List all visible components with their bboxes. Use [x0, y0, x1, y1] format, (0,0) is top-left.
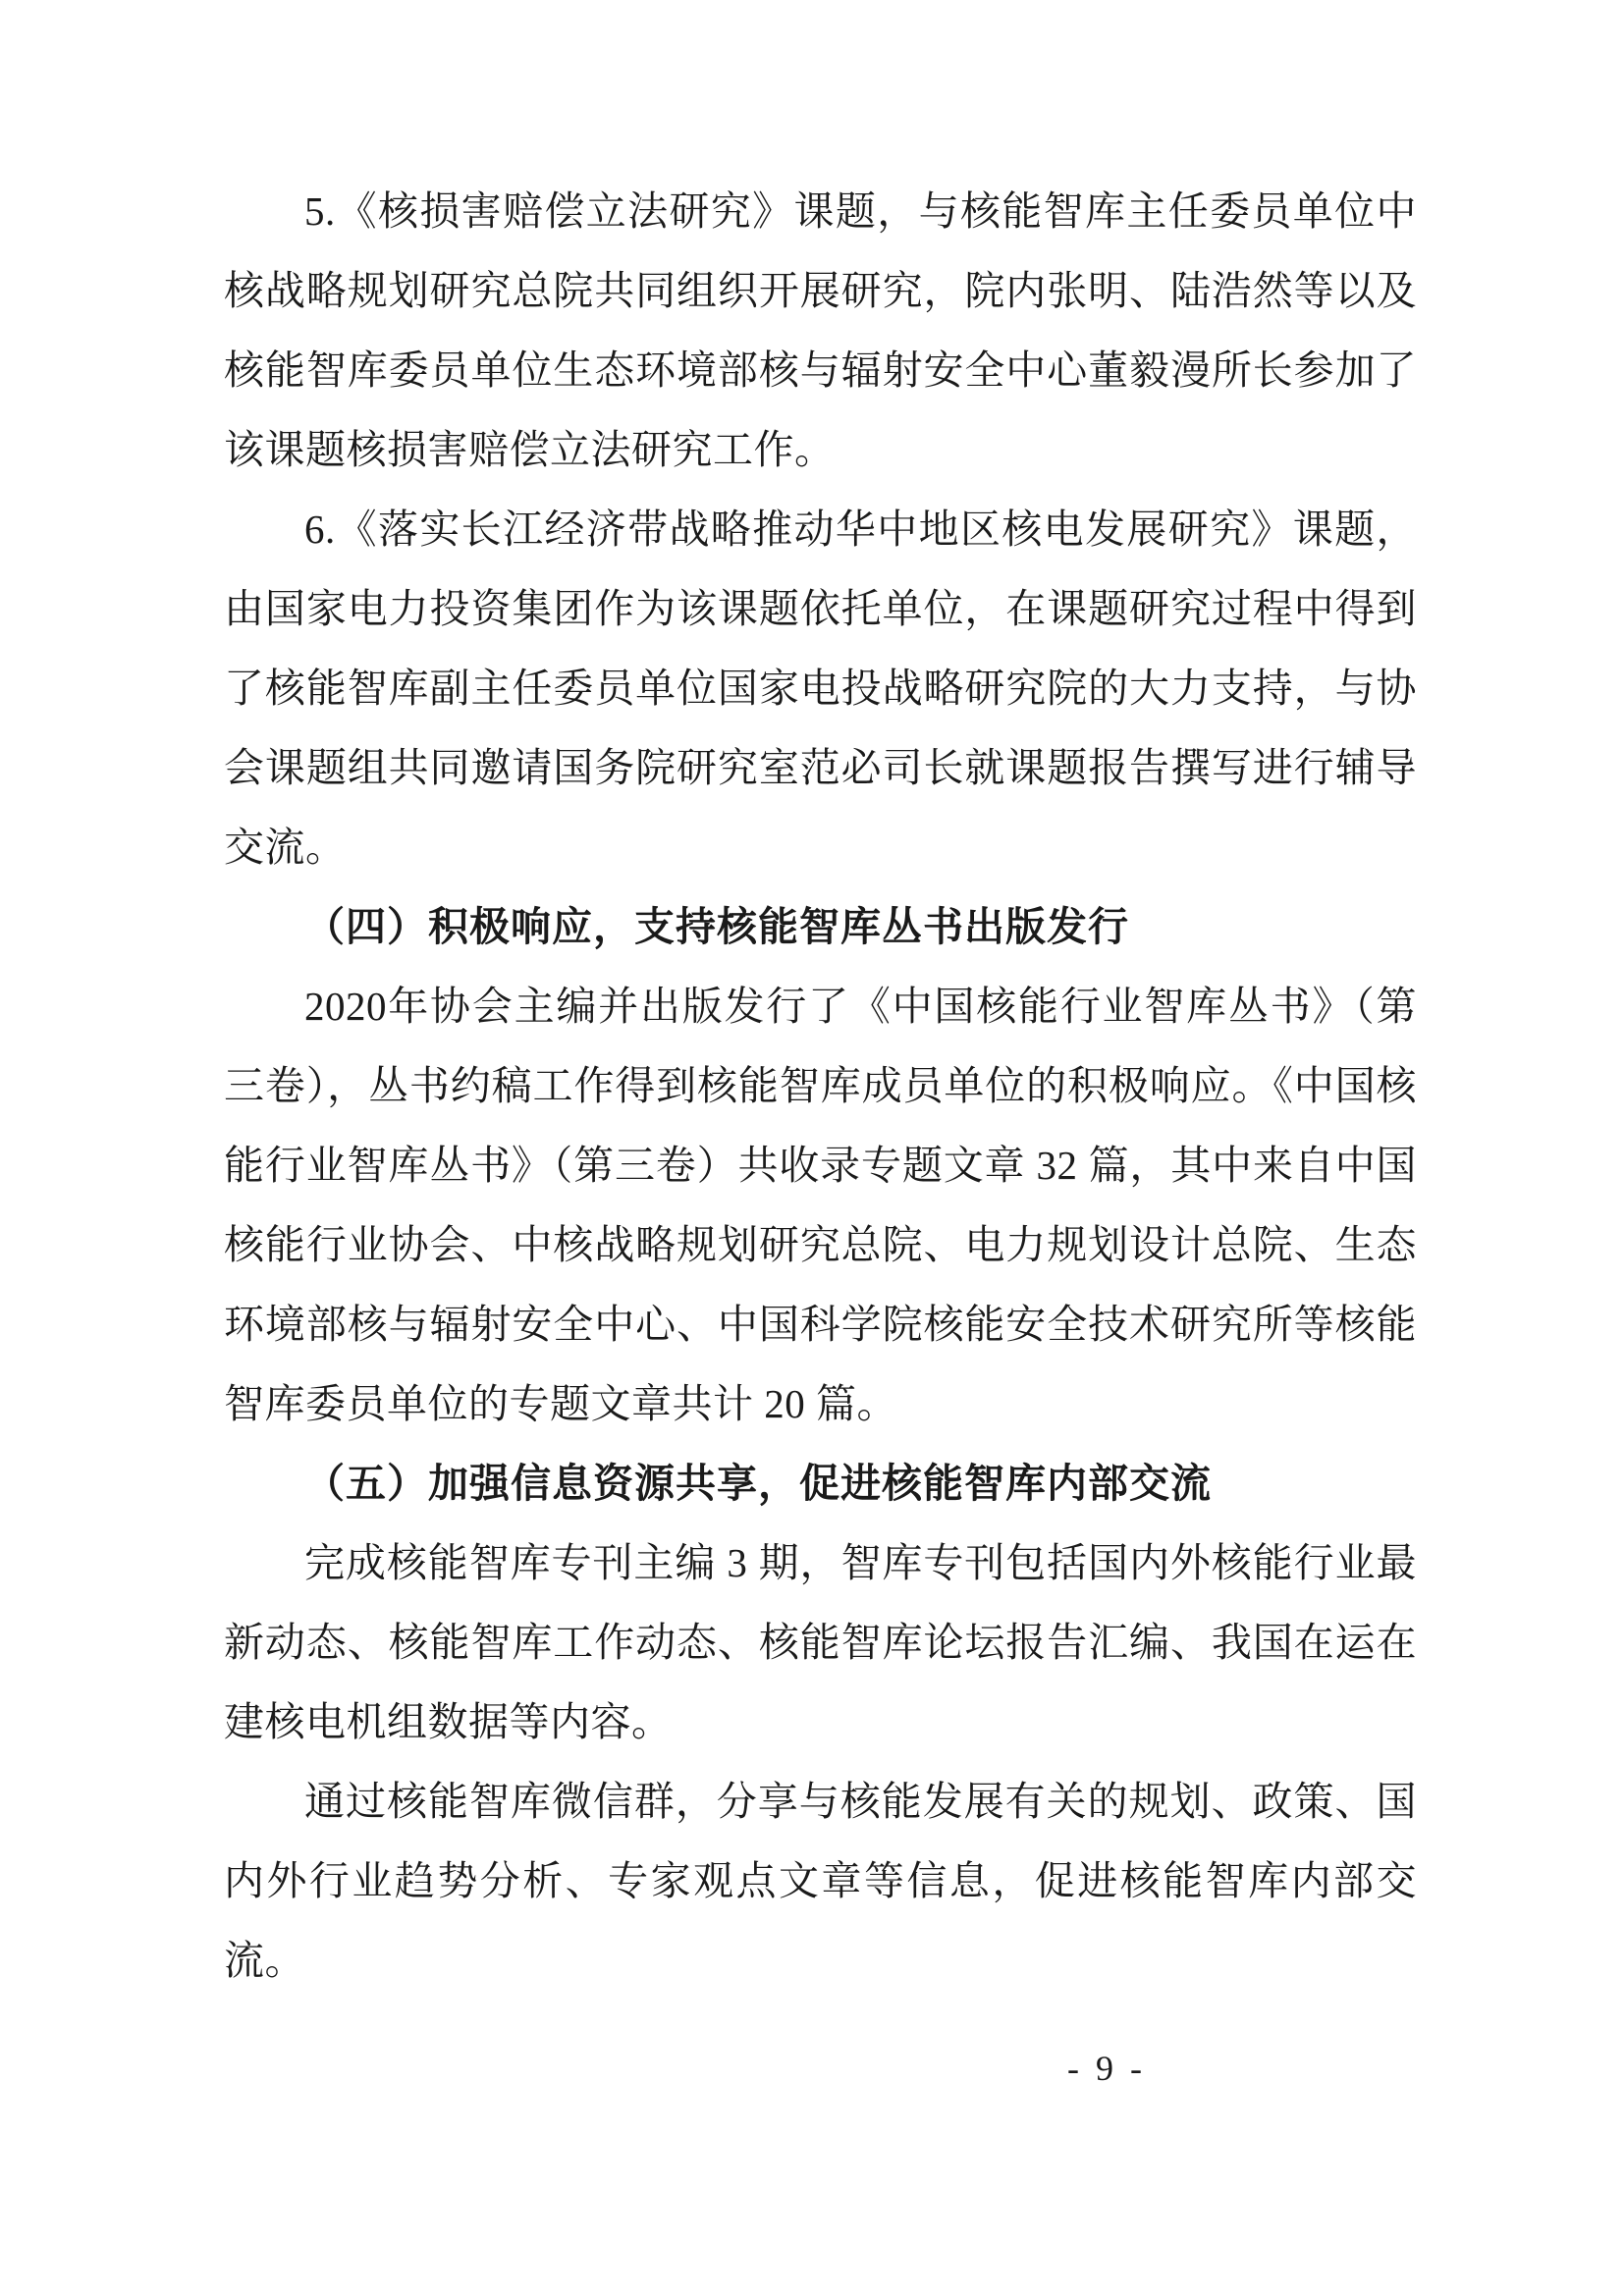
section-heading-five: （五）加强信息资源共享，促进核能智库内部交流 [304, 1461, 1212, 1506]
paragraph-item-5: 5.《核损害赔偿立法研究》课题，与核能智库主任委员单位中核战略规划研究总院共同组织开展研究，院内张明、陆浩然等以及核能智库委员单位生态环境部核与辐射安全中心董毅漫所长参加了该课题核损害赔偿立法研究工作。 [224, 188, 1417, 472]
paragraph-wechat: 通过核能智库微信群，分享与核能发展有关的规划、政策、国内外行业趋势分析、专家观点文章等信息，促进核能智库内部交流。 [224, 1779, 1417, 1983]
paragraph-item-6: 6.《落实长江经济带战略推动华中地区核电发展研究》课题，由国家电力投资集团作为该课题依托单位，在课题研究过程中得到了核能智库副主任委员单位国家电投战略研究院的大力支持，与协会课题组共同邀请国务院研究室范必司长就课题报告撰写进行辅导交流。 [224, 507, 1417, 870]
page-number: - 9 - [1067, 2049, 1146, 2088]
page-footer [0, 2048, 1624, 2089]
section-heading-four: （四）积极响应，支持核能智库丛书出版发行 [304, 904, 1129, 949]
paragraph-publishing: 2020年协会主编并出版发行了《中国核能行业智库丛书》（第三卷），丛书约稿工作得到核能智库成员单位的积极响应。《中国核能行业智库丛书》（第三卷）共收录专题文章 32 篇，其中来自中国核能行业协会、中核战略规划研究总院、电力规划设计总院、生态环境部核与辐射安全中心、中国科学院核能安全技术研究所等核能智库委员单位的专题文章共计 20 篇。 [224, 984, 1417, 1426]
page-content [224, 172, 1417, 2001]
paragraph-journal: 完成核能智库专刊主编 3 期，智库专刊包括国内外核能行业最新动态、核能智库工作动态、核能智库论坛报告汇编、我国在运在建核电机组数据等内容。 [224, 1540, 1417, 1744]
